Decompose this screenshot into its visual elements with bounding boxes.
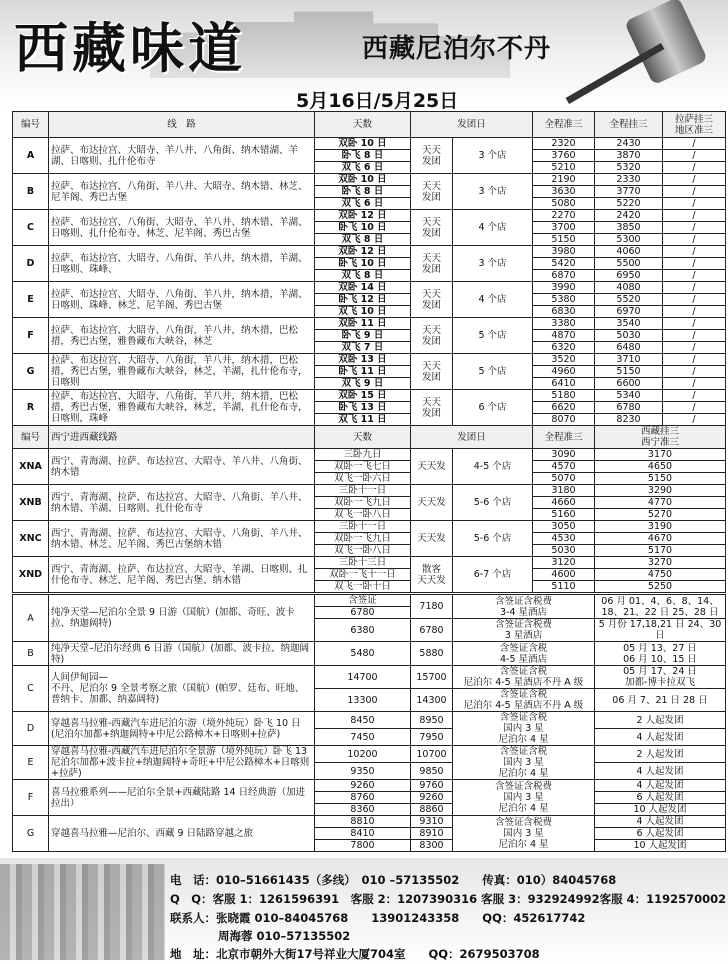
price-cell: 5520 bbox=[595, 294, 663, 306]
price-cell: 6780 bbox=[411, 619, 453, 642]
route-code: A bbox=[13, 595, 49, 642]
header-cell: 天数 bbox=[315, 426, 411, 449]
price-cell: 3270 bbox=[595, 557, 726, 569]
route-code: XNA bbox=[13, 449, 49, 485]
price-cell: / bbox=[663, 390, 726, 402]
price-cell: 3050 bbox=[533, 521, 595, 533]
frequency-cell: 天天发 bbox=[411, 449, 453, 485]
table-row bbox=[13, 666, 726, 689]
table-row bbox=[13, 318, 726, 330]
days-cell: 双飞 7 日 bbox=[315, 342, 411, 354]
days-cell: 双卧一飞十一日 bbox=[315, 569, 411, 581]
price-cell: 8950 bbox=[411, 712, 453, 729]
departure-cell: 4 人起发团 bbox=[595, 763, 726, 780]
route-code: F bbox=[13, 318, 49, 354]
departure-cell: 05 月 13、27 日 06 月 10、15 日 bbox=[595, 642, 726, 666]
departure-cell: 10 人起发团 bbox=[595, 840, 726, 852]
shops-cell: 5-6 个店 bbox=[453, 521, 533, 557]
days-cell: 双卧一飞九日 bbox=[315, 533, 411, 545]
days-cell: 三卧九日 bbox=[315, 449, 411, 461]
header-cell: 西藏挂三 西宁准三 bbox=[595, 426, 726, 449]
price-cell: / bbox=[663, 246, 726, 258]
price-cell: 4650 bbox=[595, 461, 726, 473]
price-cell: 5030 bbox=[533, 545, 595, 557]
price-cell: 8360 bbox=[315, 804, 411, 816]
departure-cell: 10 人起发团 bbox=[595, 804, 726, 816]
price-cell: / bbox=[663, 318, 726, 330]
shops-cell: 4 个店 bbox=[453, 210, 533, 246]
price-cell: / bbox=[663, 186, 726, 198]
departure-cell: 05 月 17、24 日 加都-博卡拉双飞 bbox=[595, 666, 726, 689]
price-cell: 8810 bbox=[315, 816, 411, 828]
page-title: 西藏味道 bbox=[14, 16, 246, 80]
note-cell: 含签证含税费 国内 3 星 尼泊尔 4 星 bbox=[453, 780, 595, 816]
price-cell: 8070 bbox=[533, 414, 595, 426]
price-cell: 6970 bbox=[595, 306, 663, 318]
price-cell: 6410 bbox=[533, 378, 595, 390]
price-cell: 10700 bbox=[411, 746, 453, 763]
shops-cell: 3 个店 bbox=[453, 174, 533, 210]
route-description: 穿越喜马拉雅-西藏汽车进尼泊尔全景游（境外纯玩）卧飞 13 尼泊尔加都+波卡拉+纳迦阔特+奇旺+中尼公路樟木+日喀则+拉萨) bbox=[49, 746, 315, 780]
frequency-cell: 天天 发团 bbox=[411, 282, 453, 318]
table-row bbox=[13, 642, 726, 666]
price-cell: / bbox=[663, 198, 726, 210]
price-cell: 4080 bbox=[595, 282, 663, 294]
price-cell: 14700 bbox=[315, 666, 411, 689]
note-cell: 含签证含税 4-5 星酒店 bbox=[453, 642, 595, 666]
shops-cell: 5-6 个店 bbox=[453, 485, 533, 521]
nepal-routes-table bbox=[12, 594, 726, 852]
days-cell: 卧飞 8 日 bbox=[315, 150, 411, 162]
price-cell: 3770 bbox=[595, 186, 663, 198]
page-subtitle: 西藏尼泊尔不丹 bbox=[362, 34, 552, 64]
departure-dates: 5月16日/5月25日 bbox=[296, 90, 459, 110]
days-cell: 双飞 9 日 bbox=[315, 378, 411, 390]
price-cell: 5170 bbox=[595, 545, 726, 557]
route-description: 西宁、青海湖、拉萨、布达拉宫、大昭寺、羊八井、八角街、纳木错 bbox=[49, 449, 315, 485]
price-cell: / bbox=[663, 270, 726, 282]
price-cell: 2330 bbox=[595, 174, 663, 186]
note-cell: 含签证含税 尼泊尔 4-5 星酒店不丹 A 级 bbox=[453, 689, 595, 712]
price-cell: 7950 bbox=[411, 729, 453, 746]
price-cell: 6480 bbox=[595, 342, 663, 354]
route-description: 拉萨、布达拉宫、大昭寺、八角街，羊八井，纳木措，巴松措，秀巴古堡，雅鲁藏布大峡谷，林芝，羊湖，扎什伦布寺，日喀则 bbox=[49, 354, 315, 390]
price-cell: 9350 bbox=[315, 763, 411, 780]
days-cell: 双卧 12 日 bbox=[315, 210, 411, 222]
days-cell: 双卧 10 日 bbox=[315, 174, 411, 186]
price-cell: / bbox=[663, 162, 726, 174]
price-cell: 4570 bbox=[533, 461, 595, 473]
phone-line: 电 话：010–51661435（多线） 010 –57135502 传真：010）84045768 bbox=[170, 873, 617, 887]
shops-cell: 4 个店 bbox=[453, 282, 533, 318]
price-cell: / bbox=[663, 306, 726, 318]
price-cell: 5210 bbox=[533, 162, 595, 174]
route-code: E bbox=[13, 282, 49, 318]
route-description: 拉萨、布达拉宫、八角街、羊八井、大昭寺、纳木错、林芝、尼羊阁、秀巴古堡 bbox=[49, 174, 315, 210]
route-code: G bbox=[13, 354, 49, 390]
route-description: 纯净天堂–尼泊尔经典 6 日游（国航）(加都、波卡拉、纳迦阔特) bbox=[49, 642, 315, 666]
table-row bbox=[13, 138, 726, 150]
price-cell: 5180 bbox=[533, 390, 595, 402]
price-cell: 5220 bbox=[595, 198, 663, 210]
price-cell: 3120 bbox=[533, 557, 595, 569]
departure-cell: 6 人起发团 bbox=[595, 792, 726, 804]
price-cell: / bbox=[663, 222, 726, 234]
price-cell: 5340 bbox=[595, 390, 663, 402]
frequency-cell: 天天 发团 bbox=[411, 174, 453, 210]
route-description: 穿越喜马拉雅-西藏汽车进尼泊尔游（境外纯玩）卧飞 10 日 (尼泊尔加都+纳迦阔特+中尼公路樟木+日喀则+拉萨) bbox=[49, 712, 315, 746]
departure-cell: 4 人起发团 bbox=[595, 816, 726, 828]
table-row bbox=[13, 816, 726, 828]
departure-cell: 4 人起发团 bbox=[595, 780, 726, 792]
table-row bbox=[13, 390, 726, 402]
departure-cell: 5 月份 17,18,21 日 24、30 日 bbox=[595, 619, 726, 642]
days-cell: 双卧 14 日 bbox=[315, 282, 411, 294]
days-cell: 卧飞 11 日 bbox=[315, 366, 411, 378]
price-cell: / bbox=[663, 234, 726, 246]
price-cell: / bbox=[663, 150, 726, 162]
price-cell: 6780 bbox=[315, 607, 411, 619]
days-cell: 卧飞 10 日 bbox=[315, 222, 411, 234]
days-cell: 三卧十一日 bbox=[315, 521, 411, 533]
shops-cell: 6-7 个店 bbox=[453, 557, 533, 593]
days-cell: 卧飞 8 日 bbox=[315, 186, 411, 198]
header-row bbox=[13, 426, 726, 449]
table-row bbox=[13, 557, 726, 569]
table-row bbox=[13, 449, 726, 461]
price-cell: / bbox=[663, 354, 726, 366]
header-banner bbox=[0, 0, 728, 110]
price-cell: 2420 bbox=[595, 210, 663, 222]
route-description: 西宁、青海湖、拉萨、布达拉宫、大昭寺、羊湖、日喀则、扎什伦布寺、林芝、尼羊阁、秀巴古堡、纳木错 bbox=[49, 557, 315, 593]
days-cell: 双卧 11 日 bbox=[315, 318, 411, 330]
price-cell: 10200 bbox=[315, 746, 411, 763]
frequency-cell: 天天 发团 bbox=[411, 138, 453, 174]
header-cell: 发团日 bbox=[411, 426, 533, 449]
frequency-cell: 天天 发团 bbox=[411, 246, 453, 282]
departure-cell: 6 人起发团 bbox=[595, 828, 726, 840]
price-cell: 2320 bbox=[533, 138, 595, 150]
price-cell: 2270 bbox=[533, 210, 595, 222]
days-cell: 双卧 15 日 bbox=[315, 390, 411, 402]
days-cell: 双卧 10 日 bbox=[315, 138, 411, 150]
contact-footer bbox=[0, 858, 728, 964]
departure-cell: 06 月 01、4、6、8、14、18、21、22 日 25、28 日 bbox=[595, 595, 726, 619]
price-cell: 5500 bbox=[595, 258, 663, 270]
price-cell: 8230 bbox=[595, 414, 663, 426]
price-cell: / bbox=[663, 210, 726, 222]
price-cell: 3180 bbox=[533, 485, 595, 497]
frequency-cell: 天天 发团 bbox=[411, 354, 453, 390]
days-cell: 卧飞 9 日 bbox=[315, 330, 411, 342]
header-cell: 拉萨挂三 地区准三 bbox=[663, 112, 726, 138]
route-code: C bbox=[13, 210, 49, 246]
header-cell: 天数 bbox=[315, 112, 411, 138]
table-row bbox=[13, 246, 726, 258]
price-cell: 8760 bbox=[315, 792, 411, 804]
price-cell: / bbox=[663, 258, 726, 270]
price-cell: 3630 bbox=[533, 186, 595, 198]
price-cell: 8860 bbox=[411, 804, 453, 816]
price-cell: / bbox=[663, 402, 726, 414]
price-cell: 6870 bbox=[533, 270, 595, 282]
departure-cell: 06 月 7、21 日 28 日 bbox=[595, 689, 726, 712]
price-cell: 5480 bbox=[315, 642, 411, 666]
days-cell: 双飞 10 日 bbox=[315, 306, 411, 318]
tibet-routes-table bbox=[12, 111, 726, 426]
departure-cell: 2 人起发团 bbox=[595, 712, 726, 729]
route-code: F bbox=[13, 780, 49, 816]
price-cell: 5300 bbox=[595, 234, 663, 246]
price-cell: 9850 bbox=[411, 763, 453, 780]
price-cell: 5070 bbox=[533, 473, 595, 485]
price-cell: 5150 bbox=[533, 234, 595, 246]
price-cell: 5110 bbox=[533, 581, 595, 593]
route-code: E bbox=[13, 746, 49, 780]
price-cell: 14300 bbox=[411, 689, 453, 712]
route-code: G bbox=[13, 816, 49, 852]
price-cell: / bbox=[663, 378, 726, 390]
price-cell: 4960 bbox=[533, 366, 595, 378]
contact-line-2: 周海蓉 010–57135502 bbox=[218, 929, 351, 943]
price-cell: 6620 bbox=[533, 402, 595, 414]
table-row bbox=[13, 521, 726, 533]
price-cell: 3980 bbox=[533, 246, 595, 258]
price-cell: 8910 bbox=[411, 828, 453, 840]
departure-cell: 4 人起发团 bbox=[595, 729, 726, 746]
price-cell: 6380 bbox=[315, 619, 411, 642]
frequency-cell: 散客 天天发 bbox=[411, 557, 453, 593]
days-cell: 双卧一飞九日 bbox=[315, 497, 411, 509]
table-row bbox=[13, 780, 726, 792]
price-cell: 3700 bbox=[533, 222, 595, 234]
price-cell: 3380 bbox=[533, 318, 595, 330]
header-row bbox=[13, 112, 726, 138]
price-cell: 3760 bbox=[533, 150, 595, 162]
price-cell: 5270 bbox=[595, 509, 726, 521]
frequency-cell: 天天发 bbox=[411, 521, 453, 557]
header-cell: 线 路 bbox=[49, 112, 315, 138]
price-cell: 8410 bbox=[315, 828, 411, 840]
price-cell: 5380 bbox=[533, 294, 595, 306]
price-cell: 含签证 bbox=[315, 595, 411, 607]
price-cell: 4060 bbox=[595, 246, 663, 258]
shops-cell: 3 个店 bbox=[453, 246, 533, 282]
price-cell: 3850 bbox=[595, 222, 663, 234]
price-cell: 4670 bbox=[595, 533, 726, 545]
price-cell: 2430 bbox=[595, 138, 663, 150]
frequency-cell: 天天 发团 bbox=[411, 318, 453, 354]
prayer-wheels-image bbox=[0, 864, 165, 960]
note-cell: 含签证含税费 3 星酒店 bbox=[453, 619, 595, 642]
price-cell: 6830 bbox=[533, 306, 595, 318]
price-cell: 8450 bbox=[315, 712, 411, 729]
departure-cell: 2 人起发团 bbox=[595, 746, 726, 763]
shops-cell: 5 个店 bbox=[453, 354, 533, 390]
days-cell: 双飞 6 日 bbox=[315, 198, 411, 210]
frequency-cell: 天天发 bbox=[411, 485, 453, 521]
note-cell: 含签证含税费 3-4 星酒店 bbox=[453, 595, 595, 619]
route-code: A bbox=[13, 138, 49, 174]
price-cell: 5080 bbox=[533, 198, 595, 210]
price-cell: 4870 bbox=[533, 330, 595, 342]
price-cell: 9760 bbox=[411, 780, 453, 792]
price-cell: 6780 bbox=[595, 402, 663, 414]
price-cell: 3190 bbox=[595, 521, 726, 533]
route-code: XND bbox=[13, 557, 49, 593]
days-cell: 三卧十三日 bbox=[315, 557, 411, 569]
price-cell: 15700 bbox=[411, 666, 453, 689]
days-cell: 双卧一飞七日 bbox=[315, 461, 411, 473]
price-cell: 5150 bbox=[595, 366, 663, 378]
shops-cell: 6 个店 bbox=[453, 390, 533, 426]
header-cell: 西宁进西藏线路 bbox=[49, 426, 315, 449]
price-cell: / bbox=[663, 294, 726, 306]
price-cell: 9260 bbox=[411, 792, 453, 804]
header-cell: 编号 bbox=[13, 426, 49, 449]
price-cell: 5250 bbox=[595, 581, 726, 593]
price-cell: 4530 bbox=[533, 533, 595, 545]
frequency-cell: 天天 发团 bbox=[411, 390, 453, 426]
price-cell: 3170 bbox=[595, 449, 726, 461]
route-description: 纯净天堂—尼泊尔全景 9 日游（国航）(加都、奇旺、波卡拉、纳迦阔特) bbox=[49, 595, 315, 642]
shops-cell: 5 个店 bbox=[453, 318, 533, 354]
price-cell: 9260 bbox=[315, 780, 411, 792]
price-cell: 7450 bbox=[315, 729, 411, 746]
days-cell: 双卧 12 日 bbox=[315, 246, 411, 258]
route-code: C bbox=[13, 666, 49, 712]
days-cell: 双飞一卧六日 bbox=[315, 473, 411, 485]
header-cell: 全程挂三 bbox=[595, 112, 663, 138]
xining-routes-table bbox=[12, 425, 726, 593]
days-cell: 双飞 8 日 bbox=[315, 234, 411, 246]
route-description: 拉萨、布达拉宫、八角街、大昭寺、羊八井、纳木错、羊湖、日喀则、扎什伦布寺、林芝、尼羊阁、秀巴古堡 bbox=[49, 210, 315, 246]
price-cell: 6600 bbox=[595, 378, 663, 390]
days-cell: 双飞 11 日 bbox=[315, 414, 411, 426]
note-cell: 含签证含税 国内 3 星 尼泊尔 4 星 bbox=[453, 712, 595, 746]
route-code: D bbox=[13, 246, 49, 282]
price-cell: 8300 bbox=[411, 840, 453, 852]
route-description: 拉萨、布达拉宫、大昭寺、八角街，羊八井，纳木措，巴松措，秀巴古堡，雅鲁藏布大峡谷，林芝 bbox=[49, 318, 315, 354]
route-code: R bbox=[13, 390, 49, 426]
price-cell: 2190 bbox=[533, 174, 595, 186]
prayer-wheel-image bbox=[624, 0, 708, 85]
days-cell: 卧飞 13 日 bbox=[315, 402, 411, 414]
table-row bbox=[13, 485, 726, 497]
price-cell: 3990 bbox=[533, 282, 595, 294]
route-code: B bbox=[13, 642, 49, 666]
route-description: 西宁、青海湖、拉萨、布达拉宫、大昭寺、八角街、羊八井、纳木错、林芝、尼羊阁、秀巴古堡纳木错 bbox=[49, 521, 315, 557]
route-description: 穿越喜马拉雅—尼泊尔、西藏 9 日陆路穿越之旅 bbox=[49, 816, 315, 852]
days-cell: 卧飞 12 日 bbox=[315, 294, 411, 306]
price-cell: / bbox=[663, 414, 726, 426]
price-cell: / bbox=[663, 282, 726, 294]
price-cell: / bbox=[663, 138, 726, 150]
price-cell: 3870 bbox=[595, 150, 663, 162]
days-cell: 三卧十一日 bbox=[315, 485, 411, 497]
route-code: XNC bbox=[13, 521, 49, 557]
price-cell: 5150 bbox=[595, 473, 726, 485]
days-cell: 双飞 6 日 bbox=[315, 162, 411, 174]
table-row bbox=[13, 712, 726, 729]
price-cell: 6950 bbox=[595, 270, 663, 282]
route-code: XNB bbox=[13, 485, 49, 521]
note-cell: 含签证含税 尼泊尔 4-5 星酒店不丹 A 级 bbox=[453, 666, 595, 689]
price-cell: 7180 bbox=[411, 595, 453, 619]
price-cell: 5420 bbox=[533, 258, 595, 270]
price-cell: 13300 bbox=[315, 689, 411, 712]
shops-cell: 4-5 个店 bbox=[453, 449, 533, 485]
header-cell: 发团日 bbox=[411, 112, 533, 138]
route-code: B bbox=[13, 174, 49, 210]
route-description: 拉萨、布达拉宫、大昭寺、羊八井、八角街、纳木错湖、羊湖、日喀则、扎什伦布寺 bbox=[49, 138, 315, 174]
qq-line: Q Q：客服 1：1261596391 客服 2：1207390316 客服 3：932924992客服 4：1192570002 bbox=[170, 892, 727, 906]
header-cell: 编号 bbox=[13, 112, 49, 138]
price-cell: 3290 bbox=[595, 485, 726, 497]
price-cell: 7800 bbox=[315, 840, 411, 852]
price-cell: 3710 bbox=[595, 354, 663, 366]
route-description: 西宁、青海湖、拉萨、布达拉宫、大昭寺、八角街、羊八井、纳木错、羊湖、日喀则、扎什伦布寺 bbox=[49, 485, 315, 521]
price-cell: 6320 bbox=[533, 342, 595, 354]
route-description: 拉萨、布达拉宫、大昭寺、八角街，羊八井，纳木措，巴松措，秀巴古堡，雅鲁藏布大峡谷，林芝，羊湖，扎什伦布寺，日喀则，珠峰 bbox=[49, 390, 315, 426]
days-cell: 双飞一卧十日 bbox=[315, 581, 411, 593]
header-cell: 全程准三 bbox=[533, 426, 595, 449]
days-cell: 双飞一卧八日 bbox=[315, 545, 411, 557]
table-row bbox=[13, 746, 726, 763]
days-cell: 双飞一卧八日 bbox=[315, 509, 411, 521]
contact-line: 联系人：张晓霞 010–84045768 13901243358 QQ：452617742 bbox=[170, 911, 586, 925]
note-cell: 含签证含税费 国内 3 星 尼泊尔 4 星 bbox=[453, 816, 595, 852]
table-row bbox=[13, 174, 726, 186]
price-cell: 3520 bbox=[533, 354, 595, 366]
route-description: 拉萨、布达拉宫、大昭寺、八角街、羊八井，纳木措，羊湖、日喀则、珠峰、林芝、尼羊阁、秀巴古堡 bbox=[49, 282, 315, 318]
days-cell: 双卧 13 日 bbox=[315, 354, 411, 366]
price-cell: 4770 bbox=[595, 497, 726, 509]
price-cell: 3540 bbox=[595, 318, 663, 330]
price-cell: 5160 bbox=[533, 509, 595, 521]
address-line: 地 址：北京市朝外大街17号祥业大厦704室 QQ：2679503708 bbox=[170, 947, 540, 961]
price-cell: 5030 bbox=[595, 330, 663, 342]
price-cell: 4660 bbox=[533, 497, 595, 509]
price-cell: 4600 bbox=[533, 569, 595, 581]
table-row bbox=[13, 210, 726, 222]
table-row bbox=[13, 595, 726, 607]
route-description: 喜马拉雅系列——尼泊尔全景+西藏陆路 14 日经典游（加进拉出） bbox=[49, 780, 315, 816]
table-row bbox=[13, 354, 726, 366]
price-cell: / bbox=[663, 174, 726, 186]
price-cell: 3090 bbox=[533, 449, 595, 461]
route-description: 拉萨、布达拉宫、大昭寺、八角街、羊八井，纳木措，羊湖、日喀则、珠峰、 bbox=[49, 246, 315, 282]
days-cell: 双飞 8 日 bbox=[315, 270, 411, 282]
note-cell: 含签证含税 国内 3 星 尼泊尔 4 星 bbox=[453, 746, 595, 780]
header-cell: 全程准三 bbox=[533, 112, 595, 138]
table-row bbox=[13, 282, 726, 294]
price-cell: / bbox=[663, 366, 726, 378]
price-cell: / bbox=[663, 342, 726, 354]
days-cell: 卧飞 10 日 bbox=[315, 258, 411, 270]
price-cell: 5320 bbox=[595, 162, 663, 174]
shops-cell: 3 个店 bbox=[453, 138, 533, 174]
price-cell: 4750 bbox=[595, 569, 726, 581]
route-description: 人间伊甸园— 不丹、尼泊尔 9 全景考察之旅（国航）(帕罗、廷布、旺地、普纳卡、加都、纳嘉阔特) bbox=[49, 666, 315, 712]
route-code: D bbox=[13, 712, 49, 746]
price-cell: 9310 bbox=[411, 816, 453, 828]
price-cell: 5880 bbox=[411, 642, 453, 666]
frequency-cell: 天天 发团 bbox=[411, 210, 453, 246]
price-cell: / bbox=[663, 330, 726, 342]
